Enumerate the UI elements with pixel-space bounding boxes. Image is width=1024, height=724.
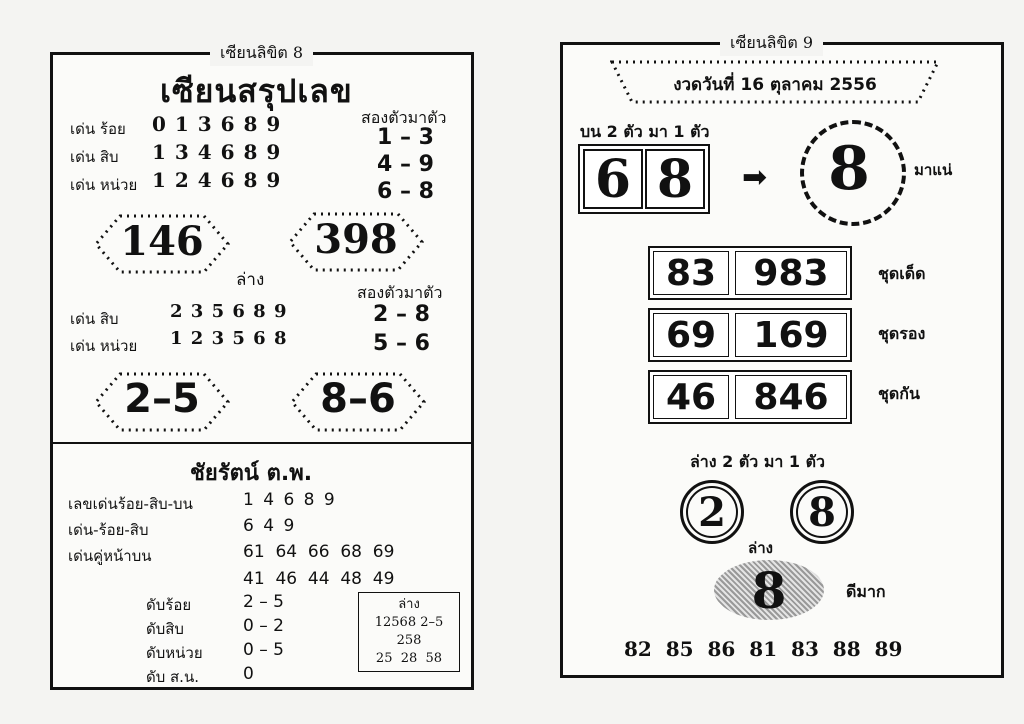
small-box-line: 25 28 58 [375, 651, 443, 666]
small-box-line: 258 [396, 633, 422, 648]
top-row-label: เด่น ร้อย [70, 120, 126, 138]
set-a: 69 [653, 313, 729, 357]
lower-row-digits: 2 3 5 6 8 9 [170, 301, 288, 322]
set-row [648, 370, 852, 424]
set-row [648, 308, 852, 362]
hex-number-box [92, 212, 232, 276]
set-label: ชุดรอง [878, 324, 926, 343]
bottom-circle [790, 480, 854, 544]
oval-digit: 8 [751, 560, 787, 620]
top-digit: 6 [583, 149, 643, 209]
section2-title: ชัยรัตน์ ต.พ. [190, 461, 313, 486]
section2-label: เด่นคู่หน้าบน [68, 547, 152, 565]
hex-number: 398 [314, 216, 398, 263]
dab-value: 0 – 2 [243, 616, 284, 636]
top-row-digits: 1 3 4 6 8 9 [152, 140, 282, 164]
date-text: งวดวันที่ 16 ตุลาคม 2556 [673, 75, 877, 95]
small-box [358, 592, 460, 672]
top-digit-box [578, 144, 710, 214]
hex-number: 2–5 [124, 376, 200, 422]
dab-label: ดับหน่วย [146, 644, 203, 662]
section2-label: เลขเด่นร้อย-สิบ-บน [68, 495, 193, 513]
pair-title-lower: สองตัวมาตัว [357, 283, 443, 302]
set-b: 846 [735, 375, 847, 419]
bottom-circle-inner: 2 [686, 486, 738, 538]
top-row-label: เด่น หน่วย [70, 176, 138, 194]
dab-label: ดับสิบ [146, 620, 184, 638]
top-digit: 8 [645, 149, 705, 209]
numbers-row: 82 85 86 81 83 88 89 [624, 637, 903, 661]
arrow-right-icon: ➡ [742, 160, 768, 195]
small-box-title: ล่าง [398, 597, 420, 612]
set-row [648, 246, 852, 300]
left-header: เซียนลิขิต 8 [210, 41, 313, 66]
section2-value: 1 4 6 8 9 [243, 490, 337, 510]
small-box-line: 12568 2–5 [374, 615, 444, 630]
top-label: บน 2 ตัว มา 1 ตัว [580, 122, 710, 141]
top-row-digits: 0 1 3 6 8 9 [152, 112, 282, 136]
set-label: ชุดเด็ด [878, 264, 926, 283]
section2-label: เด่น-ร้อย-สิบ [68, 521, 149, 539]
section2-value: 61 64 66 68 69 [243, 542, 395, 562]
date-banner [610, 60, 940, 104]
oval-caption: ดีมาก [846, 582, 886, 601]
section2-value: 6 4 9 [243, 516, 297, 536]
lower-row-label: เด่น หน่วย [70, 337, 138, 355]
pair-value: 1 – 3 [377, 125, 434, 150]
hex-number-box [92, 370, 232, 434]
set-a: 83 [653, 251, 729, 295]
bottom-circle [680, 480, 744, 544]
set-label: ชุดกัน [878, 384, 920, 403]
top-row-digits: 1 2 4 6 8 9 [152, 168, 282, 192]
bottom-circle-inner: 8 [796, 486, 848, 538]
dab-value: 0 [243, 664, 254, 684]
lower-row-label: เด่น สิบ [70, 310, 119, 328]
hex-number: 146 [120, 218, 204, 265]
set-a: 46 [653, 375, 729, 419]
hex-number: 8–6 [320, 376, 396, 422]
lower-label-right: ล่าง [748, 539, 773, 557]
pair-value: 2 – 8 [373, 302, 430, 327]
hex-number-box [286, 210, 426, 274]
pair-value: 5 – 6 [373, 331, 430, 356]
pair-value: 6 – 8 [377, 179, 434, 204]
hatched-oval [714, 560, 824, 620]
circle-caption: มาแน่ [914, 161, 953, 179]
section2-value: 41 46 44 48 49 [243, 569, 395, 589]
pair-value: 4 – 9 [377, 152, 434, 177]
dab-value: 0 – 5 [243, 640, 284, 660]
section-divider [50, 442, 474, 444]
hex-number-box [288, 370, 428, 434]
set-b: 169 [735, 313, 847, 357]
right-header: เซียนลิขิต 9 [720, 31, 823, 56]
top-row-label: เด่น สิบ [70, 148, 119, 166]
dab-value: 2 – 5 [243, 592, 284, 612]
set-b: 983 [735, 251, 847, 295]
dab-label: ดับ ส.น. [146, 668, 199, 686]
lower-row-digits: 1 2 3 5 6 8 [170, 328, 288, 349]
lower-label: ล่าง [236, 270, 265, 290]
bottom-label: ล่าง 2 ตัว มา 1 ตัว [690, 452, 825, 471]
circle-digit: 8 [828, 134, 870, 204]
pair-title-top: สองตัวมาตัว [361, 108, 447, 127]
left-title: เซียนสรุปเลข [160, 72, 353, 110]
dab-label: ดับร้อย [146, 596, 192, 614]
